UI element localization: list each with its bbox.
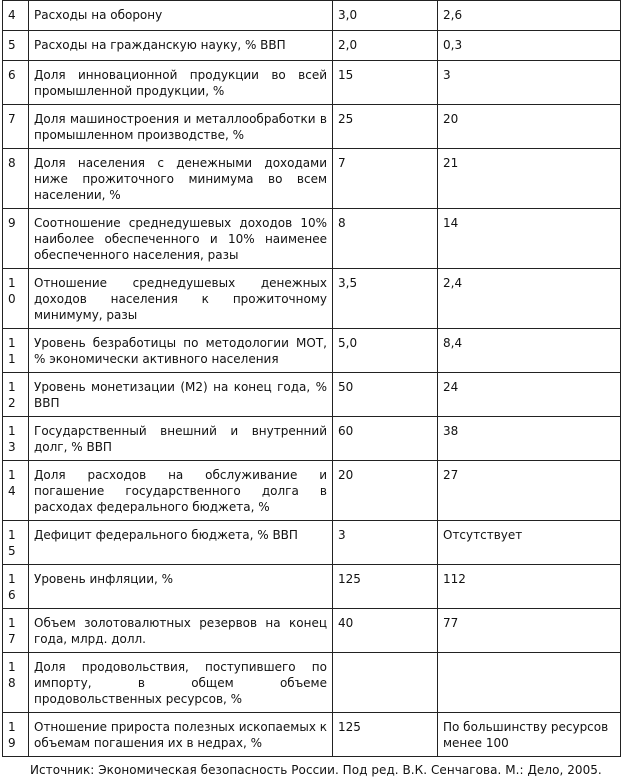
row-number: 15 — [3, 521, 29, 565]
value-cell-2: 8,4 — [438, 329, 621, 373]
value-cell-1: 3 — [333, 521, 438, 565]
value-cell-1: 5,0 — [333, 329, 438, 373]
value-cell-2: 3 — [438, 61, 621, 105]
indicator-cell: Расходы на оборону — [29, 1, 333, 31]
value-cell-1: 3,0 — [333, 1, 438, 31]
row-number: 17 — [3, 609, 29, 653]
value-cell-1: 3,5 — [333, 269, 438, 329]
row-number: 6 — [3, 61, 29, 105]
value-cell-1: 60 — [333, 417, 438, 461]
table-row — [3, 209, 621, 269]
value-cell-1: 8 — [333, 209, 438, 269]
row-number: 7 — [3, 105, 29, 149]
value-cell-2: 21 — [438, 149, 621, 209]
row-number: 8 — [3, 149, 29, 209]
table-row — [3, 565, 621, 609]
value-cell-1: 40 — [333, 609, 438, 653]
value-cell-1 — [333, 653, 438, 713]
row-number: 18 — [3, 653, 29, 713]
indicator-cell: Уровень монетизации (М2) на конец года, % ВВП — [29, 373, 333, 417]
source-note: Источник: Экономическая безопасность России. Под ред. В.К. Сенчагова. М.: Дело, 2005. — [30, 763, 602, 777]
table-row — [3, 653, 621, 713]
row-number: 11 — [3, 329, 29, 373]
table-row — [3, 61, 621, 105]
indicator-cell: Объем золотовалютных резервов на конец года, млрд. долл. — [29, 609, 333, 653]
row-number: 4 — [3, 1, 29, 31]
table-row — [3, 713, 621, 757]
value-cell-1: 25 — [333, 105, 438, 149]
value-cell-2: 20 — [438, 105, 621, 149]
value-cell-2: 77 — [438, 609, 621, 653]
value-cell-2: 0,3 — [438, 31, 621, 61]
value-cell-2: Отсутствует — [438, 521, 621, 565]
value-cell-1: 50 — [333, 373, 438, 417]
indicator-cell: Доля инновационной продукции во всей промышленной продукции, % — [29, 61, 333, 105]
table-body — [3, 1, 621, 757]
indicator-cell: Государственный внешний и внутренний долг, % ВВП — [29, 417, 333, 461]
indicator-cell: Расходы на гражданскую науку, % ВВП — [29, 31, 333, 61]
value-cell-1: 125 — [333, 713, 438, 757]
indicator-cell: Доля населения с денежными доходами ниже прожиточного минимума во всем населении, % — [29, 149, 333, 209]
indicator-cell: Доля продовольствия, поступившего по импорту, в общем объеме продовольственных ресурсов, % — [29, 653, 333, 713]
row-number: 9 — [3, 209, 29, 269]
value-cell-1: 7 — [333, 149, 438, 209]
value-cell-1: 15 — [333, 61, 438, 105]
row-number: 19 — [3, 713, 29, 757]
table-row — [3, 31, 621, 61]
table-row — [3, 149, 621, 209]
row-number: 10 — [3, 269, 29, 329]
value-cell-2: 2,4 — [438, 269, 621, 329]
table-row — [3, 521, 621, 565]
value-cell-1: 2,0 — [333, 31, 438, 61]
row-number: 12 — [3, 373, 29, 417]
table-row — [3, 105, 621, 149]
row-number: 13 — [3, 417, 29, 461]
indicator-cell: Уровень инфляции, % — [29, 565, 333, 609]
indicator-cell: Отношение прироста полезных ископаемых к объемам погашения их в недрах, % — [29, 713, 333, 757]
indicator-cell: Отношение среднедушевых денежных доходов населения к прожиточному минимуму, разы — [29, 269, 333, 329]
table-row — [3, 1, 621, 31]
value-cell-2: 112 — [438, 565, 621, 609]
value-cell-2: 27 — [438, 461, 621, 521]
indicators-table — [2, 0, 621, 757]
indicator-cell: Доля расходов на обслуживание и погашение государственного долга в расходах федерального бюджета, % — [29, 461, 333, 521]
indicator-cell: Соотношение среднедушевых доходов 10% наиболее обеспеченного и 10% наименее обеспеченного населения, разы — [29, 209, 333, 269]
value-cell-1: 125 — [333, 565, 438, 609]
row-number: 5 — [3, 31, 29, 61]
table-row — [3, 417, 621, 461]
row-number: 14 — [3, 461, 29, 521]
indicator-cell: Дефицит федерального бюджета, % ВВП — [29, 521, 333, 565]
table-row — [3, 461, 621, 521]
indicator-cell: Доля машиностроения и металлообработки в промышленном производстве, % — [29, 105, 333, 149]
table-row — [3, 269, 621, 329]
indicator-cell: Уровень безработицы по методологии МОТ, % экономически активного населения — [29, 329, 333, 373]
value-cell-2 — [438, 653, 621, 713]
table-row — [3, 373, 621, 417]
value-cell-2: 24 — [438, 373, 621, 417]
value-cell-2: По большинству ресурсов менее 100 — [438, 713, 621, 757]
value-cell-2: 2,6 — [438, 1, 621, 31]
value-cell-2: 14 — [438, 209, 621, 269]
value-cell-2: 38 — [438, 417, 621, 461]
table-row — [3, 609, 621, 653]
value-cell-1: 20 — [333, 461, 438, 521]
table-row — [3, 329, 621, 373]
row-number: 16 — [3, 565, 29, 609]
